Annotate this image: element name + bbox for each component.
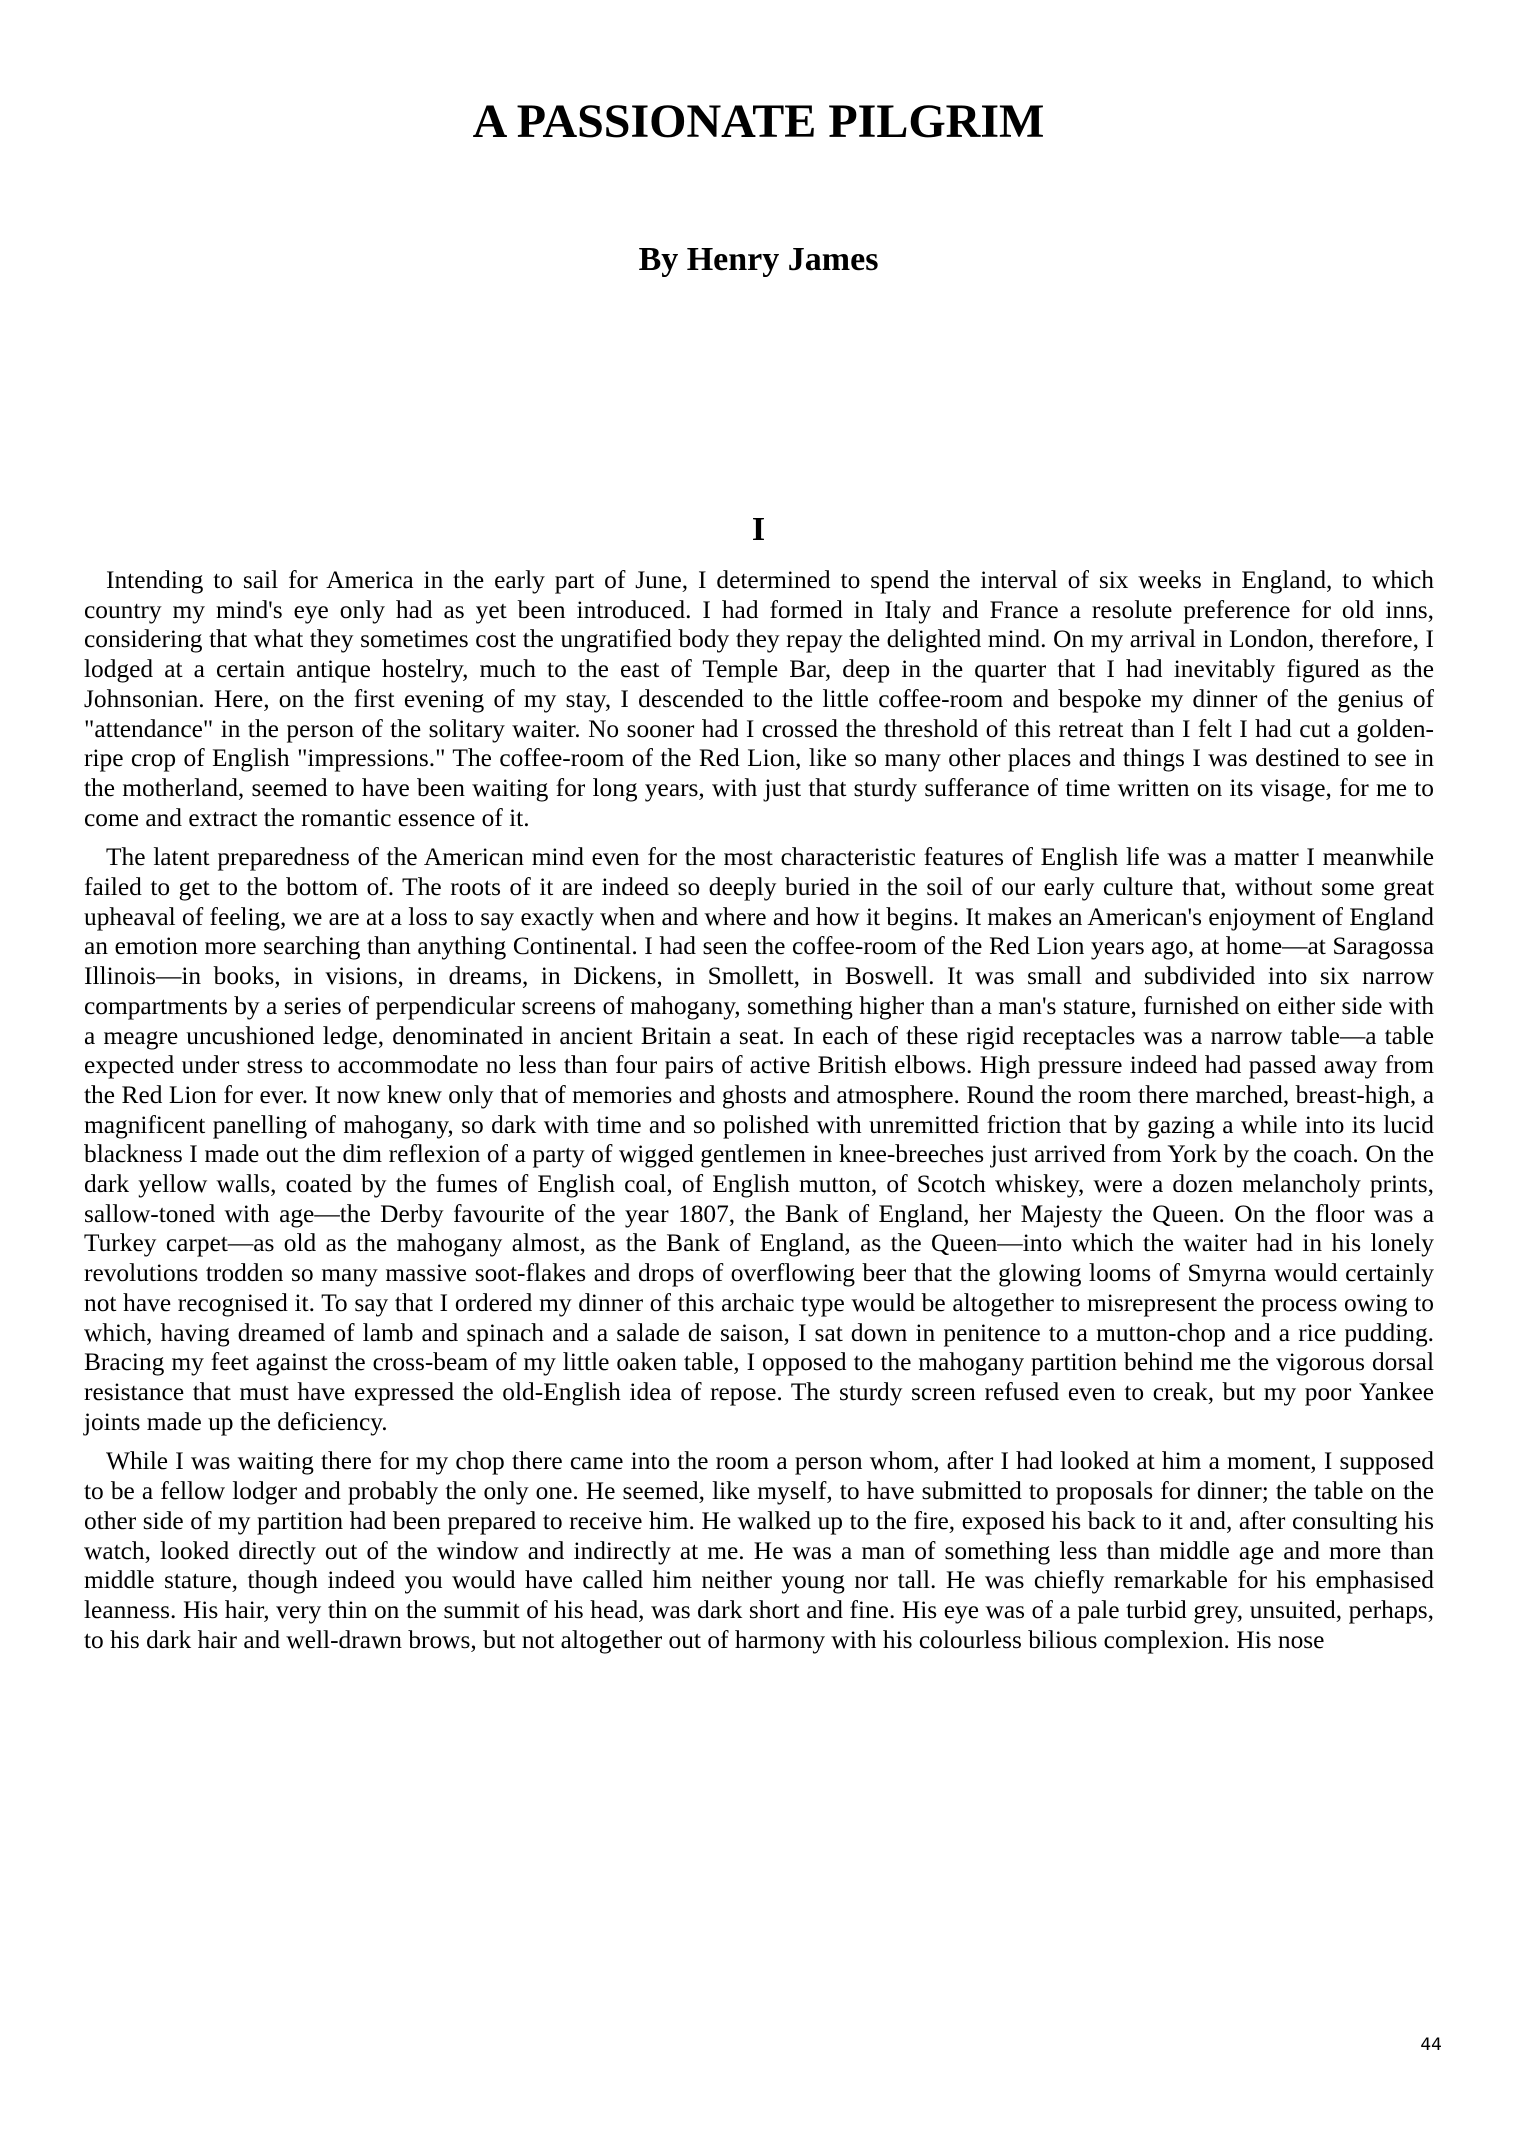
chapter-heading: I (751, 511, 766, 548)
paragraph-1: Intending to sail for America in the early part of June, I determined to spend the interval of six weeks in England, to which country my mind's eye only had as yet been introduced. I had formed in Italy and France a resolute preference for old inns, considering that what they sometimes cost the ungratified body they repay the delighted mind. On my arrival in London, therefore, I lodged at a certain antique hostelry, much to the east of Temple Bar, deep in the quarter that I had inevitably figured as the Johnsonian. Here, on the first evening of my stay, I descended to the little coffee-room and bespoke my dinner of the genius of "attendance" in the person of the solitary waiter. No sooner had I crossed the threshold of this retreat than I felt I had cut a golden-ripe crop of English "impressions." The coffee-room of the Red Lion, like so many other places and things I was destined to see in the motherland, seemed to have been waiting for long years, with just that sturdy sufferance of time written on its visage, for me to come and extract the romantic essence of it. (84, 566, 1434, 832)
body-text (84, 566, 1434, 1665)
book-title: A PASSIONATE PILGRIM (472, 95, 1045, 148)
paragraph-2: The latent preparedness of the American mind even for the most characteristic features of English life was a matter I meanwhile failed to get to the bottom of. The roots of it are indeed so deeply buried in the soil of our early culture that, without some great upheaval of feeling, we are at a loss to say exactly when and where and how it begins. It makes an American's enjoyment of England an emotion more searching than anything Continental. I had seen the coffee-room of the Red Lion years ago, at home—at Saragossa Illinois—in books, in visions, in dreams, in Dickens, in Smollett, in Boswell. It was small and subdivided into six narrow compartments by a series of perpendicular screens of mahogany, something higher than a man's stature, furnished on either side with a meagre uncushioned ledge, denominated in ancient Britain a seat. In each of these rigid receptacles was a narrow table—a table expected under stress to accommodate no less than four pairs of active British elbows. High pressure indeed had passed away from the Red Lion for ever. It now knew only that of memories and ghosts and atmosphere. Round the room there marched, breast-high, a magnificent panelling of mahogany, so dark with time and so polished with unremitted friction that by gazing a while into its lucid blackness I made out the dim reflexion of a party of wigged gentlemen in knee-breeches just arrived from York by the coach. On the dark yellow walls, coated by the fumes of English coal, of English mutton, of Scotch whiskey, were a dozen melancholy prints, sallow-toned with age—the Derby favourite of the year 1807, the Bank of England, her Majesty the Queen. On the floor was a Turkey carpet—as old as the mahogany almost, as the Bank of England, as the Queen—into which the waiter had in his lonely revolutions trodden so many massive soot-flakes and drops of overflowing beer that the glowing looms of Smyrna would certainly not have recognised it. To say that I ordered my dinner of this archaic type would be altogether to misrepresent the process owing to which, having dreamed of lamb and spinach and a salade de saison, I sat down in penitence to a mutton-chop and a rice pudding. Bracing my feet against the cross-beam of my little oaken table, I opposed to the mahogany partition behind me the vigorous dorsal resistance that must have expressed the old-English idea of repose. The sturdy screen refused even to creak, but my poor Yankee joints made up the deficiency. (84, 843, 1434, 1436)
paragraph-3: While I was waiting there for my chop there came into the room a person whom, after I had looked at him a moment, I supposed to be a fellow lodger and probably the only one. He seemed, like myself, to have submitted to proposals for dinner; the table on the other side of my partition had been prepared to receive him. He walked up to the fire, exposed his back to it and, after consulting his watch, looked directly out of the window and indirectly at me. He was a man of something less than middle age and more than middle stature, though indeed you would have called him neither young nor tall. He was chiefly remarkable for his emphasised leanness. His hair, very thin on the summit of his head, was dark short and fine. His eye was of a pale turbid grey, unsuited, perhaps, to his dark hair and well-drawn brows, but not altogether out of harmony with his colourless bilious complexion. His nose (84, 1447, 1434, 1654)
author-line: By Henry James (638, 241, 879, 278)
page-number: 44 (1420, 2035, 1442, 2055)
